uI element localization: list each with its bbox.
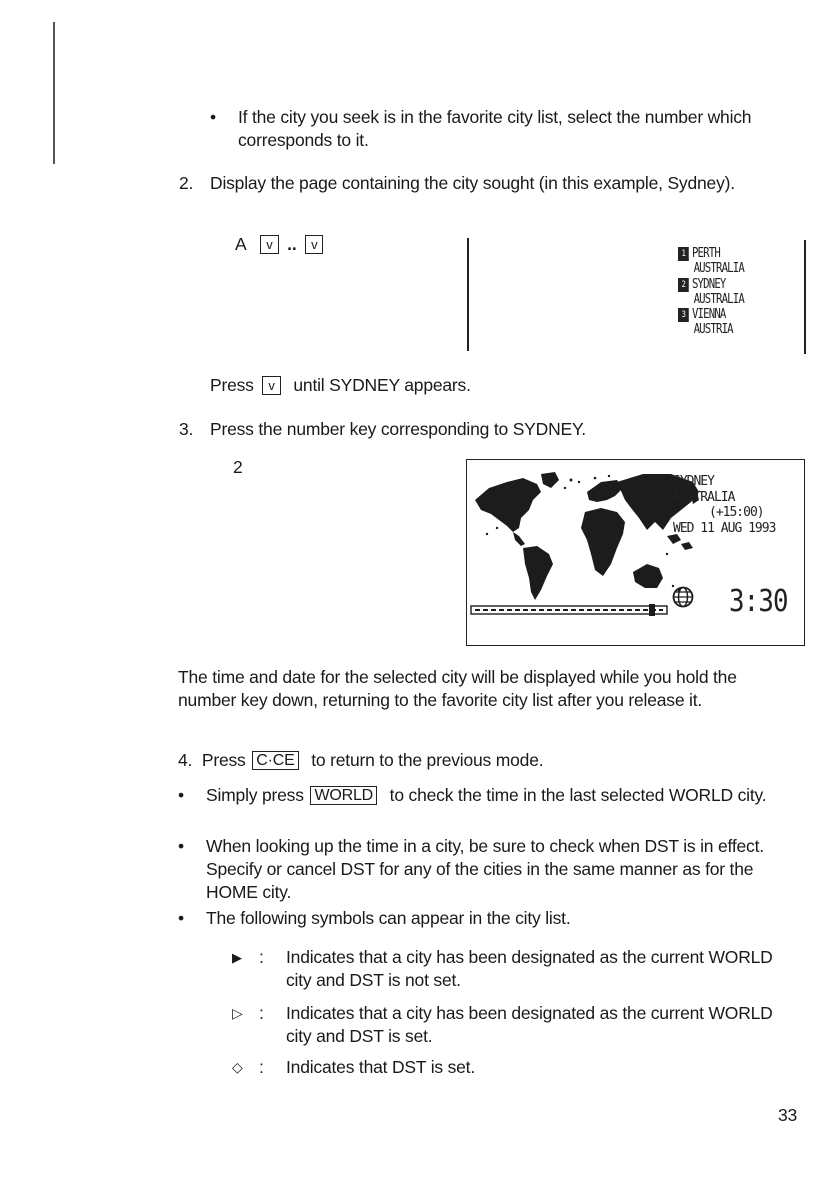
bullet-dot: • <box>178 836 184 856</box>
symbol-separator: : <box>259 1003 264 1023</box>
city-entry <box>678 246 744 261</box>
bullet-symbols <box>178 907 793 930</box>
margin-rule <box>53 22 55 164</box>
intro-bullet-text: If the city you seek is in the favorite city list, select the number which corresponds to it. <box>238 107 752 150</box>
city-country: AUSTRALIA <box>693 261 744 277</box>
city-marker: 1 <box>678 247 689 261</box>
world-country: AUSTRALIA <box>673 489 735 505</box>
globe-icon <box>672 586 694 608</box>
bullet-world-prefix: Simply press <box>206 785 304 805</box>
c-ce-key: C·CE <box>252 751 298 770</box>
step-4-number: 4. <box>178 750 193 770</box>
step-3-key: 2 <box>233 457 243 477</box>
diamond-icon: ◇ <box>232 1059 243 1075</box>
bullet-world-body <box>206 784 793 807</box>
symbol-item <box>232 1002 792 1048</box>
world-date: WED 11 AUG 1993 <box>673 520 776 536</box>
bullet-world-text: to check the time in the last selected WORLD city. <box>389 785 767 805</box>
bullet-dot: • <box>178 785 184 805</box>
description-paragraph: The time and date for the selected city will be displayed while you hold the number key down, returning to the favorite city list after you release it. <box>178 667 737 710</box>
symbol-text: Indicates that DST is set. <box>286 1057 476 1077</box>
display-left-rule <box>467 238 469 351</box>
city-entry <box>678 307 744 322</box>
timezone-bar <box>471 604 667 616</box>
down-key: v <box>260 235 278 254</box>
symbol-separator: : <box>259 1057 264 1077</box>
world-offset: (+15:00) <box>709 505 764 520</box>
city-name: VIENNA <box>691 307 726 323</box>
down-key: v <box>305 235 323 254</box>
symbol-text: Indicates that a city has been designated as the current WORLD city and DST is not set. <box>286 947 773 990</box>
step-3-number: 3. <box>179 419 194 439</box>
world-city: SYDNEY <box>673 474 714 489</box>
symbol-separator: : <box>259 947 264 967</box>
bullet-dst <box>178 835 793 904</box>
intro-bullet <box>210 106 790 152</box>
city-list-display <box>678 246 744 338</box>
bullet-symbols-text: The following symbols can appear in the city list. <box>206 908 571 928</box>
press-suffix: until SYDNEY appears. <box>293 375 471 395</box>
filled-triangle-icon: ▶ <box>232 950 242 965</box>
bullet-dot: • <box>178 908 184 928</box>
step-3 <box>179 418 779 441</box>
key-sequence <box>235 233 323 256</box>
step-3-text: Press the number key corresponding to SYDNEY. <box>210 419 586 439</box>
world-display <box>466 459 805 646</box>
bullet-world <box>178 784 793 807</box>
symbol-item <box>232 946 792 992</box>
world-time: 3:30 <box>729 584 788 619</box>
step-2-text: Display the page containing the city sought (in this example, Sydney). <box>210 173 735 193</box>
step-2-number: 2. <box>179 173 194 193</box>
press-instruction <box>210 374 471 397</box>
display-right-rule <box>804 240 806 354</box>
symbol-text: Indicates that a city has been designated as the current WORLD city and DST is set. <box>286 1003 773 1046</box>
bullet-dst-text: When looking up the time in a city, be sure to check when DST is in effect. Specify or cancel DST for any of the cities in the same manner as for the HOME city. <box>206 836 764 902</box>
key-separator: .. <box>287 234 297 254</box>
symbol-item <box>232 1056 792 1079</box>
city-name: SYDNEY <box>691 276 726 292</box>
city-name: PERTH <box>691 246 720 261</box>
step-4-press: Press <box>201 750 246 770</box>
city-marker: 3 <box>678 308 689 322</box>
world-info <box>673 474 775 536</box>
press-word: Press <box>210 375 254 395</box>
page-number: 33 <box>778 1105 798 1125</box>
bullet-dot: • <box>210 107 216 127</box>
down-key: v <box>262 376 280 395</box>
city-country: AUSTRIA <box>693 322 733 338</box>
world-map-landmasses <box>475 472 699 600</box>
step-2 <box>179 172 779 195</box>
city-marker: 2 <box>678 278 689 292</box>
step-4 <box>178 749 788 772</box>
world-key: WORLD <box>310 786 377 805</box>
outline-triangle-icon: ▷ <box>232 1005 243 1021</box>
city-entry <box>678 277 744 292</box>
city-country: AUSTRALIA <box>693 291 744 307</box>
step-4-text: to return to the previous mode. <box>311 750 544 770</box>
key-sequence-prefix: A <box>235 234 246 254</box>
